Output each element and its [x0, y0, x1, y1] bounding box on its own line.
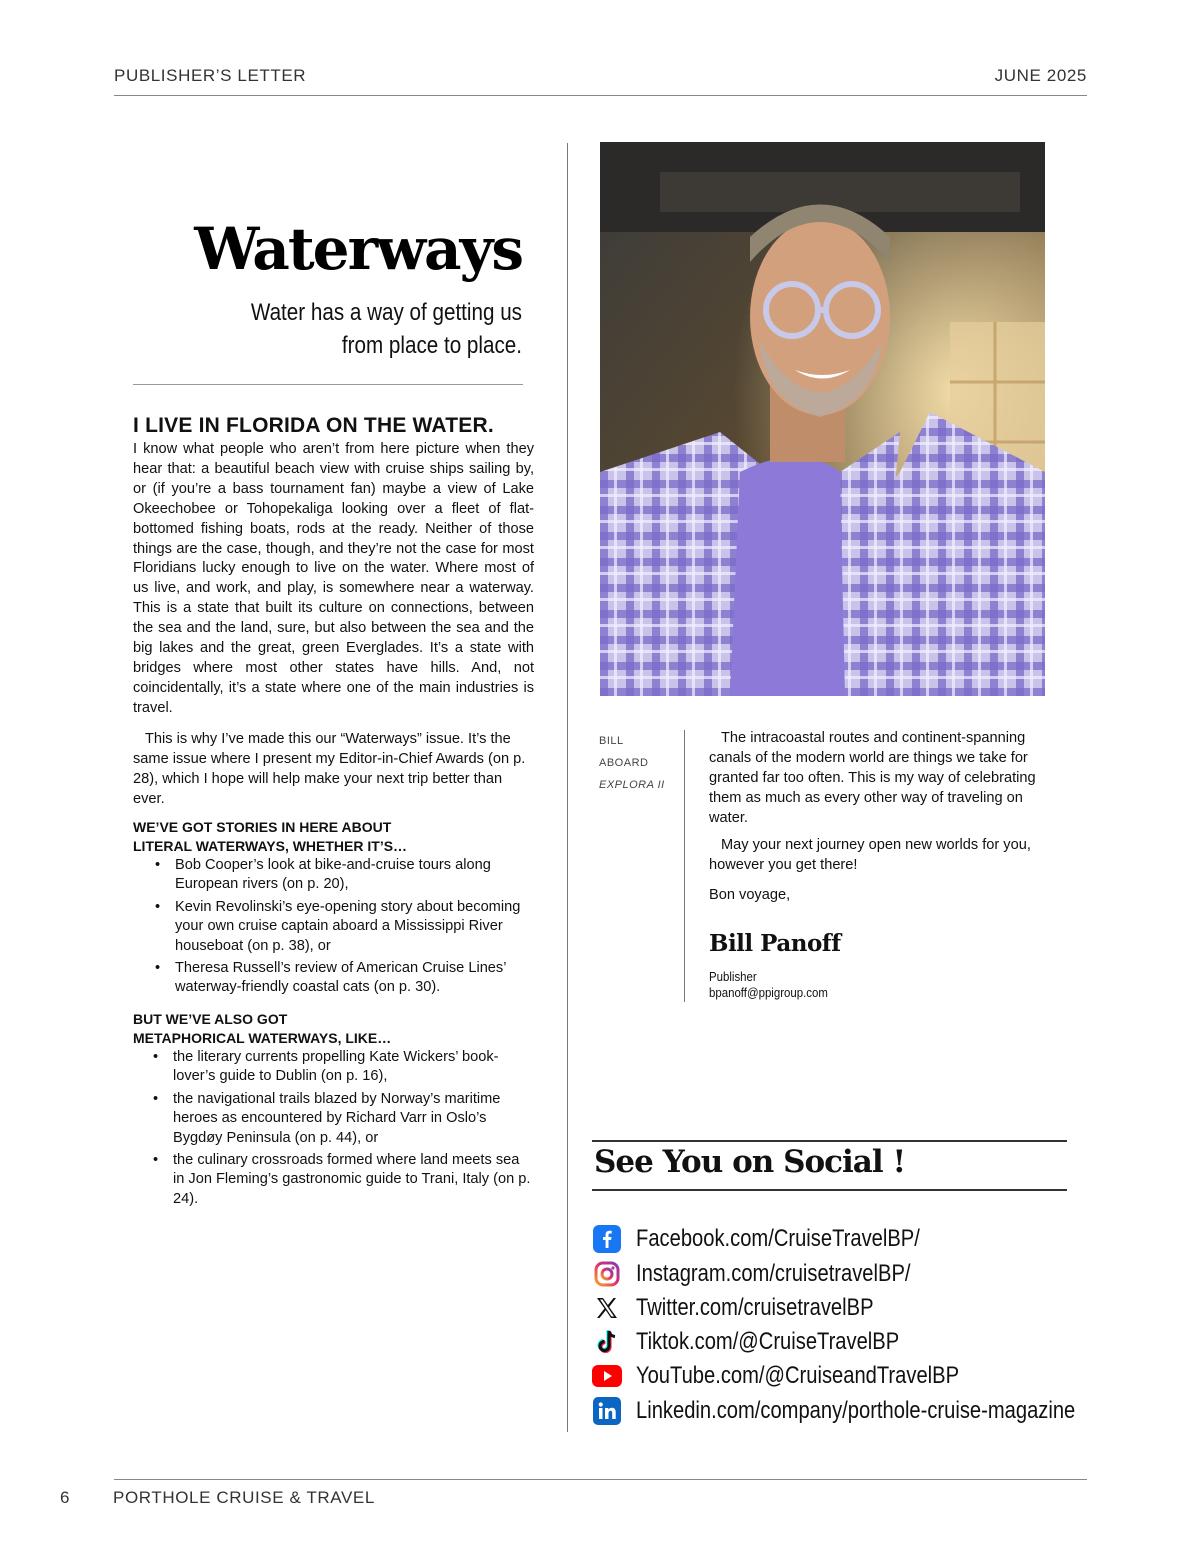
page-number: 6	[60, 1488, 71, 1507]
subtitle	[245, 296, 522, 362]
author-name: Bill Panoff	[709, 930, 841, 957]
list-item-text: the literary currents propelling Kate Wickers’ book-lover’s guide to Dublin (on p. 16),	[173, 1049, 499, 1085]
list-item	[133, 898, 533, 956]
social-bottom-rule	[592, 1189, 1067, 1191]
social-link-twitter[interactable]	[592, 1293, 919, 1323]
list-item-text: the culinary crossroads formed where land meets sea in Jon Fleming’s gastronomic guide to Trani, Italy (on p. 24).	[173, 1152, 531, 1207]
social-link-text: YouTube.com/@CruiseandTravelBP	[636, 1362, 960, 1389]
caption-line-3: EXPLORA II	[599, 779, 665, 791]
lead-heading: I LIVE IN FLORIDA ON THE WATER.	[133, 414, 494, 437]
author-email[interactable]: bpanoff@ppigroup.com	[709, 985, 828, 1000]
section-2-heading-line: BUT WE’VE ALSO GOT	[133, 1011, 288, 1027]
author-role: Publisher	[709, 969, 757, 984]
social-link-linkedin[interactable]	[592, 1396, 1159, 1426]
list-item	[131, 1048, 533, 1087]
caption-line-2: ABOARD	[599, 757, 649, 769]
bullet-icon: •	[155, 857, 161, 873]
social-title: See You on Social !	[594, 1144, 906, 1180]
section-label: PUBLISHER’S LETTER	[114, 66, 307, 85]
column-divider	[567, 143, 568, 1432]
bullet-icon: •	[153, 1152, 159, 1169]
section-2-list	[131, 1048, 533, 1212]
subtitle-line-2: from place to place.	[341, 332, 522, 359]
caption-divider	[684, 730, 685, 1002]
social-link-text: Twitter.com/cruisetravelBP	[636, 1294, 874, 1321]
list-item	[133, 856, 533, 895]
bullet-icon: •	[153, 1049, 159, 1065]
social-link-tiktok[interactable]	[592, 1327, 949, 1357]
section-1-heading-line: WE’VE GOT STORIES IN HERE ABOUT	[133, 819, 392, 835]
list-item	[133, 959, 533, 998]
section-2-heading	[133, 1010, 391, 1048]
caption-line-1: BILL	[599, 735, 624, 747]
x-icon	[592, 1293, 622, 1323]
paragraph-2: This is why I’ve made this our “Waterways” issue. It’s the same issue where I present my Editor-in-Chief Awards (on p. 28), which I hope will help make your next trip better than ever.	[133, 731, 526, 807]
list-item-text: Bob Cooper’s look at bike-and-cruise tours along European rivers (on p. 20),	[175, 857, 491, 893]
header-rule	[114, 95, 1087, 96]
page-title: Waterways	[194, 215, 522, 283]
list-item-text: the navigational trails blazed by Norway’s maritime heroes as encountered by Richard Varr in Oslo’s Bygdøy Peninsula (on p. 44), or	[173, 1090, 501, 1146]
social-link-text: Facebook.com/CruiseTravelBP/	[636, 1225, 920, 1252]
social-link-instagram[interactable]	[592, 1259, 963, 1289]
bullet-icon: •	[155, 898, 161, 915]
footer-rule	[114, 1479, 1087, 1480]
paragraph-3: The intracoastal routes and continent-spanning canals of the modern world are things we take for granted far too often. This is my way of celebrating them as much as every other way of traveling on water.	[709, 730, 1036, 826]
youtube-icon	[592, 1361, 622, 1391]
publication-name: PORTHOLE CRUISE & TRAVEL	[113, 1488, 375, 1507]
section-1-list	[133, 856, 533, 1001]
social-link-facebook[interactable]	[592, 1224, 974, 1254]
list-item	[131, 1090, 533, 1148]
facebook-icon	[592, 1224, 622, 1254]
list-item-text: Theresa Russell’s review of American Cruise Lines’ waterway-friendly coastal cats (on p. 30).	[175, 960, 506, 996]
tiktok-icon	[592, 1327, 622, 1357]
social-link-text: Linkedin.com/company/porthole-cruise-magazine	[636, 1397, 1076, 1424]
paragraph-4: May your next journey open new worlds for you, however you get there!	[709, 837, 1031, 873]
list-item-text: Kevin Revolinski’s eye-opening story about becoming your own cruise captain aboard a Mississippi River houseboat (on p. 38), or	[175, 898, 521, 954]
social-link-youtube[interactable]	[592, 1361, 1021, 1391]
instagram-icon	[592, 1259, 622, 1289]
signoff: Bon voyage,	[709, 887, 791, 903]
paragraph-1: I know what people who aren’t from here picture when they hear that: a beautiful beach view with cruise ships sailing by, or (if you’re a bass tournament fan) maybe a view of Lake Okeechobee or Tohopekaliga looking over a fleet of flat-bottomed fishing boats, rods at the ready. Neither of those things are the case, though, and they’re not the case for most Floridians lucky enough to live on the water. Where most of us live, and work, and play, is somewhere near a waterway. This is a state that built its culture on connections, between the sea and the land, sure, but also between the sea and the big lakes and the great, green Everglades. It’s a state with bridges where most other states have hills. And, not coincidentally, it’s a state where one of the main industries is travel.	[133, 441, 534, 716]
social-link-text: Instagram.com/cruisetravelBP/	[636, 1260, 911, 1287]
subtitle-line-1: Water has a way of getting us	[250, 299, 523, 326]
list-item	[131, 1151, 533, 1209]
bullet-icon: •	[155, 960, 161, 977]
linkedin-icon	[592, 1396, 622, 1426]
section-1-heading	[133, 818, 407, 856]
issue-date: JUNE 2025	[994, 66, 1087, 85]
publisher-photo	[600, 142, 1045, 696]
section-2-heading-line: METAPHORICAL WATERWAYS, LIKE…	[133, 1030, 392, 1046]
title-rule	[133, 384, 523, 385]
bullet-icon: •	[153, 1090, 159, 1107]
social-link-text: Tiktok.com/@CruiseTravelBP	[636, 1328, 900, 1355]
section-1-heading-line: LITERAL WATERWAYS, WHETHER IT’S…	[133, 838, 408, 854]
